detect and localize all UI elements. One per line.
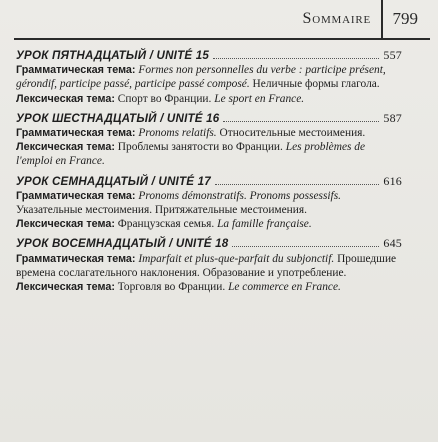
lexical-topic-fr: Les problèmes de l'emploi en France. [16,141,366,168]
grammar-topic-ru: Неличные формы глагола. [252,78,380,91]
grammar-label: Грамматическая тема: [16,252,136,265]
lexical-topic-ru: Проблемы занятости во Франции. [117,141,283,154]
toc-entry-heading [16,48,402,63]
grammar-topic-fr: Pronoms relatifs. [138,127,217,140]
lexical-label: Лексическая тема: [16,218,115,231]
grammar-topic-fr: Imparfait et plus-que-parfait du subjonctif. [138,252,335,265]
grammar-label: Грамматическая тема: [16,189,136,202]
lexical-topic [16,280,402,294]
lexical-topic-ru: Французская семья. [117,218,215,231]
dot-leader [223,121,379,122]
toc-entry-unit-17 [16,174,402,232]
lexical-topic [16,92,402,106]
lexical-label: Лексическая тема: [16,141,115,154]
lexical-topic-ru: Спорт во Франции. [117,92,212,105]
grammar-topic-ru: Относительные местоимения. [219,127,366,140]
grammar-topic-fr: Pronoms démonstratifs. Pronoms possessifs. [138,189,341,202]
lexical-topic-fr: La famille française. [217,218,312,231]
lesson-page-number: 616 [383,173,402,188]
dot-leader [215,184,380,185]
toc-entry-heading [16,236,402,251]
toc-entry-heading [16,174,402,189]
toc-entry-unit-18 [16,236,402,294]
lexical-topic [16,217,402,231]
grammar-topic-ru: Указательные местоимения. Притяжательные местоимения. [16,204,307,217]
running-head-title: Sommaire [302,10,371,27]
grammar-label: Грамматическая тема: [16,127,136,140]
lexical-topic-fr: Le sport en France. [214,92,305,105]
lexical-topic [16,140,402,168]
grammar-topic [16,189,402,217]
header-rule [14,38,430,40]
lesson-title: УРОК ПЯТНАДЦАТЫЙ / UNITÉ 15 [16,49,209,62]
lesson-title: УРОК ШЕСТНАДЦАТЫЙ / UNITÉ 16 [16,111,220,125]
grammar-topic [16,252,402,280]
running-head [303,0,418,38]
toc-entry-unit-16 [16,111,402,169]
lexical-label: Лексическая тема: [16,92,115,105]
dot-leader [232,246,379,247]
lexical-topic-ru: Торговля во Франции. [117,281,226,294]
toc-entry-heading [16,111,402,126]
grammar-topic [16,126,402,140]
lesson-title: УРОК СЕМНАДЦАТЫЙ / UNITÉ 17 [16,174,211,188]
grammar-topic-ru: Прошедшие времена сослагательного наклонения. Образование и употребление. [16,252,397,279]
dot-leader [213,58,379,59]
lesson-page-number: 557 [383,48,402,62]
lesson-page-number: 645 [383,236,402,251]
lexical-label: Лексическая тема: [16,281,115,294]
grammar-label: Грамматическая тема: [16,64,136,77]
lesson-title: УРОК ВОСЕМНАДЦАТЫЙ / UNITÉ 18 [16,237,229,251]
toc-entry-unit-15 [16,48,402,106]
table-of-contents [16,48,402,299]
grammar-topic [16,63,402,91]
page-number: 799 [392,9,418,28]
lexical-topic-fr: Le commerce en France. [228,281,341,294]
lesson-page-number: 587 [383,110,402,125]
grammar-topic-fr: Formes non personnelles du verbe : participe présent, gérondif, participe passé, participe passé composé. [16,64,386,91]
